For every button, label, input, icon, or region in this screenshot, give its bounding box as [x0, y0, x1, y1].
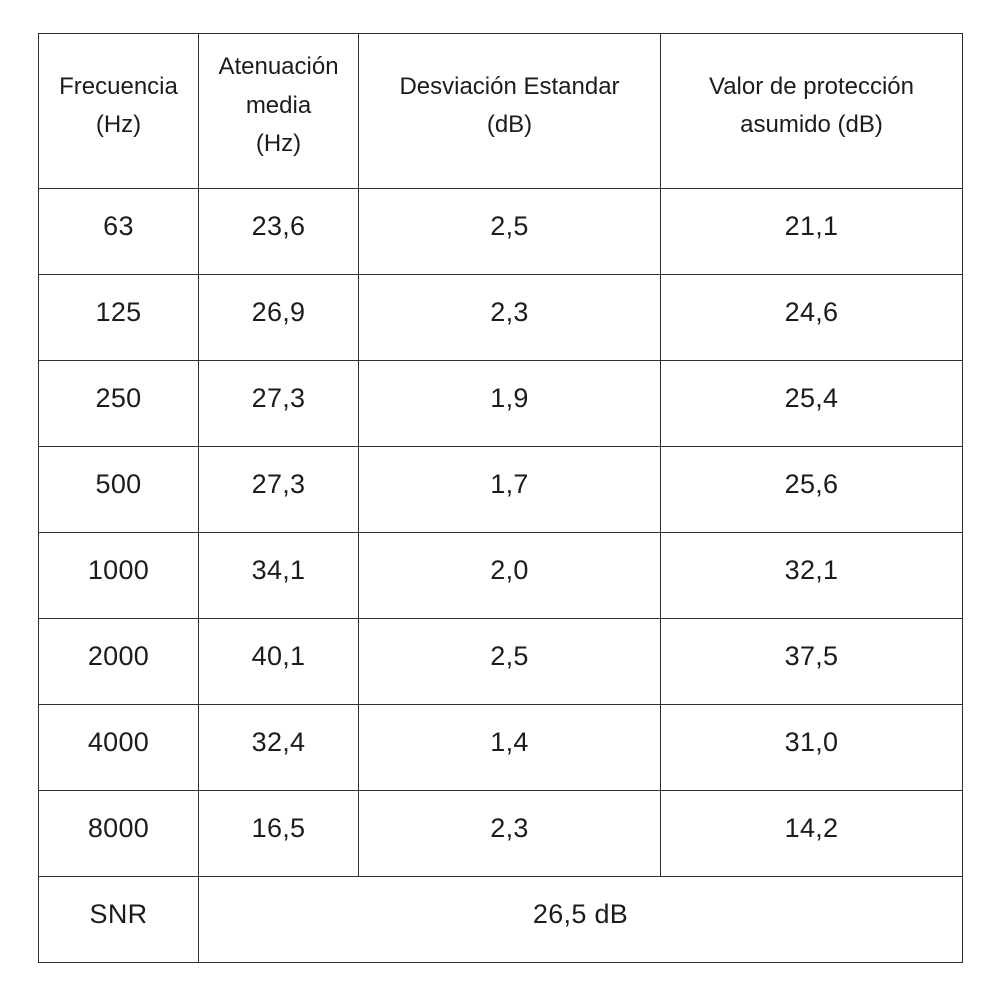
attenuation-cell: 27,3	[199, 361, 359, 447]
column-header-assumed-protection	[661, 34, 963, 189]
header-line: Frecuencia	[59, 72, 178, 100]
frequency-cell: 2000	[39, 619, 199, 705]
attenuation-table	[38, 33, 963, 963]
column-header-mean-attenuation	[199, 34, 359, 189]
table-row	[39, 189, 963, 275]
table-row	[39, 533, 963, 619]
assumed-protection-cell: 14,2	[661, 791, 963, 877]
attenuation-cell: 40,1	[199, 619, 359, 705]
table-row	[39, 275, 963, 361]
attenuation-table-container	[38, 33, 963, 963]
frequency-cell: 8000	[39, 791, 199, 877]
header-line: (Hz)	[95, 111, 142, 138]
std-dev-cell: 2,0	[359, 533, 661, 619]
attenuation-cell: 27,3	[199, 447, 359, 533]
header-line: Valor de protección	[708, 72, 914, 100]
std-dev-cell: 2,5	[359, 619, 661, 705]
attenuation-cell: 26,9	[199, 275, 359, 361]
assumed-protection-cell: 32,1	[661, 533, 963, 619]
table-row	[39, 705, 963, 791]
frequency-cell: 1000	[39, 533, 199, 619]
std-dev-cell: 1,9	[359, 361, 661, 447]
std-dev-cell: 2,5	[359, 189, 661, 275]
frequency-cell: 500	[39, 447, 199, 533]
table-row	[39, 791, 963, 877]
header-line: asumido (dB)	[740, 111, 883, 138]
header-row	[39, 34, 963, 189]
snr-label-cell: SNR	[39, 877, 199, 963]
header-line: (dB)	[486, 111, 533, 138]
column-header-frequency	[39, 34, 199, 189]
assumed-protection-cell: 31,0	[661, 705, 963, 791]
frequency-cell: 250	[39, 361, 199, 447]
header-line: Atenuación	[218, 53, 339, 81]
std-dev-cell: 2,3	[359, 275, 661, 361]
assumed-protection-cell: 25,4	[661, 361, 963, 447]
attenuation-cell: 32,4	[199, 705, 359, 791]
attenuation-cell: 23,6	[199, 189, 359, 275]
assumed-protection-cell: 37,5	[661, 619, 963, 705]
std-dev-cell: 2,3	[359, 791, 661, 877]
std-dev-cell: 1,4	[359, 705, 661, 791]
header-line: media	[245, 91, 312, 119]
assumed-protection-cell: 21,1	[661, 189, 963, 275]
table-row	[39, 361, 963, 447]
frequency-cell: 4000	[39, 705, 199, 791]
table-row	[39, 619, 963, 705]
frequency-cell: 63	[39, 189, 199, 275]
snr-row	[39, 877, 963, 963]
frequency-cell: 125	[39, 275, 199, 361]
snr-value-cell: 26,5 dB	[199, 877, 963, 963]
attenuation-cell: 16,5	[199, 791, 359, 877]
header-line: (Hz)	[255, 130, 302, 158]
table-row	[39, 447, 963, 533]
column-header-std-deviation	[359, 34, 661, 189]
assumed-protection-cell: 25,6	[661, 447, 963, 533]
assumed-protection-cell: 24,6	[661, 275, 963, 361]
attenuation-cell: 34,1	[199, 533, 359, 619]
std-dev-cell: 1,7	[359, 447, 661, 533]
header-line: Desviación Estandar	[399, 72, 620, 100]
